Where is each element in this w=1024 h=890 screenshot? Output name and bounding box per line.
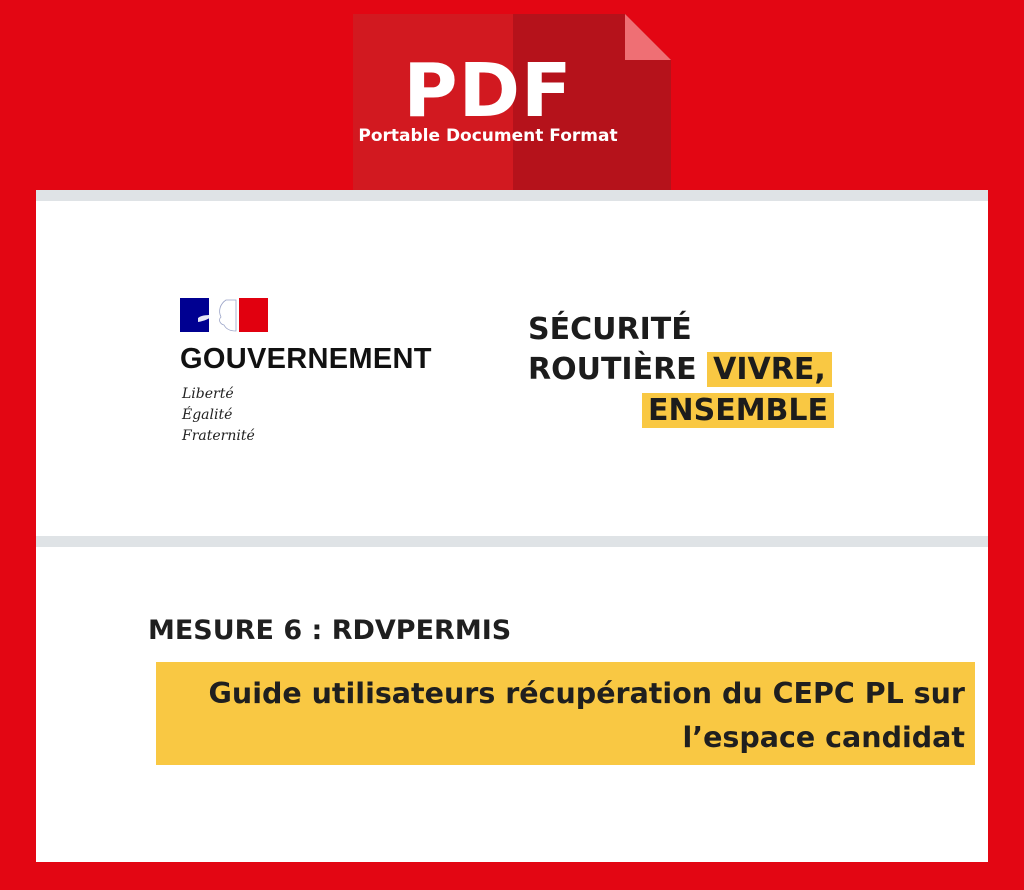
pdf-file-icon — [353, 14, 671, 192]
road-safety-line-3 — [642, 391, 834, 431]
guide-title-box — [156, 662, 975, 765]
document-page — [36, 190, 988, 862]
road-safety-highlight-2: ENSEMBLE — [642, 393, 834, 428]
government-motto — [182, 384, 255, 447]
road-safety-line-2 — [528, 350, 832, 390]
pdf-subtitle: Portable Document Format — [358, 126, 618, 146]
guide-title-line-2: l’espace candidat — [682, 721, 965, 754]
motto-liberte: Liberté — [182, 386, 234, 402]
divider-top — [36, 190, 988, 201]
motto-egalite: Égalité — [182, 407, 233, 423]
motto-fraternite: Fraternité — [182, 428, 255, 444]
road-safety-highlight-1: VIVRE, — [707, 352, 832, 387]
guide-title-line-1: Guide utilisateurs récupération du CEPC PL sur — [208, 677, 965, 710]
road-safety-line-1: SÉCURITÉ — [528, 312, 692, 347]
marianne-flag-icon — [180, 298, 268, 332]
divider-middle — [36, 536, 988, 547]
road-safety-routiere: ROUTIÈRE — [528, 352, 697, 387]
guide-title — [165, 672, 965, 760]
pdf-title: PDF — [403, 48, 573, 134]
mesure-heading: MESURE 6 : RDVPERMIS — [148, 615, 512, 646]
government-name: GOUVERNEMENT — [180, 343, 432, 375]
